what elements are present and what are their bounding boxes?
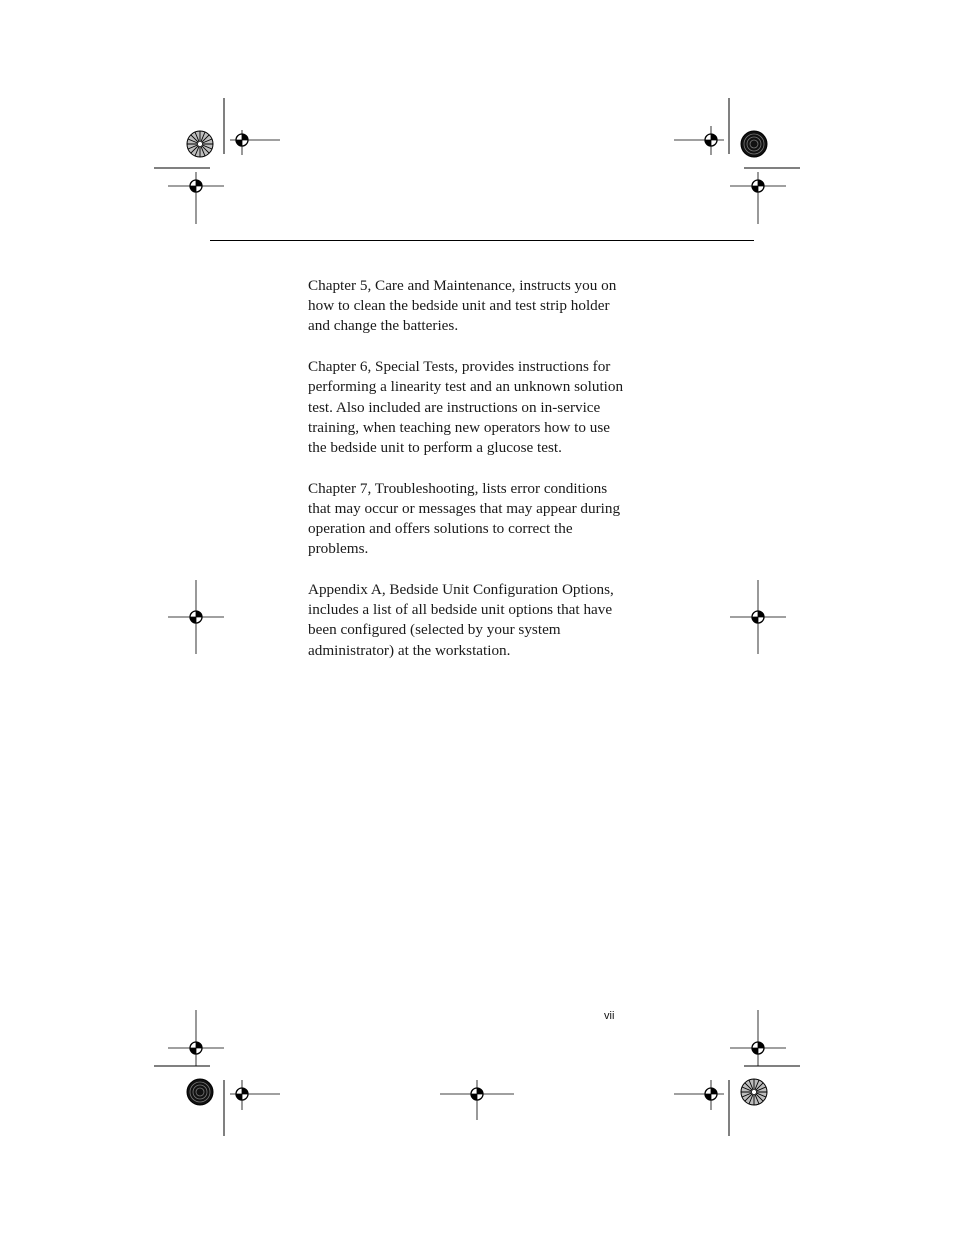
header-rule [210,240,754,241]
registration-mark-icon [752,611,764,623]
paragraph-chapter-6: Chapter 6, Special Tests, provides instructions for performing a linearity test and an unknown solution test. Also included are instructions on in-service training, when teaching new operators how to use the bedside unit to perform a glucose test. [308,358,624,456]
registration-mark-icon [705,1088,717,1100]
starburst-icon [187,131,213,157]
registration-mark-icon [752,1042,764,1054]
registration-mark-icon [705,134,717,146]
paragraph-chapter-7: Chapter 7, Troubleshooting, lists error conditions that may occur or messages that may appear during operation and offers solutions to correct the problems. [308,479,621,558]
paragraph-appendix-a: Appendix A, Bedside Unit Configuration Options, includes a list of all bedside unit options that have been configured (selected by your system administrator) at the workstation. [308,580,614,659]
registration-mark-icon [752,180,764,192]
body-text [308,276,628,681]
registration-mark-icon [190,1042,202,1054]
starburst-icon [741,131,767,157]
starburst-icon [741,1079,767,1105]
registration-mark-icon [236,134,248,146]
starburst-icon [187,1079,213,1105]
page-number: vii [604,1010,615,1022]
registration-mark-icon [236,1088,248,1100]
paragraph-chapter-5: Chapter 5, Care and Maintenance, instructs you on how to clean the bedside unit and test strip holder and change the batteries. [308,277,617,335]
registration-mark-icon [190,180,202,192]
registration-mark-icon [471,1088,483,1100]
registration-mark-icon [190,611,202,623]
